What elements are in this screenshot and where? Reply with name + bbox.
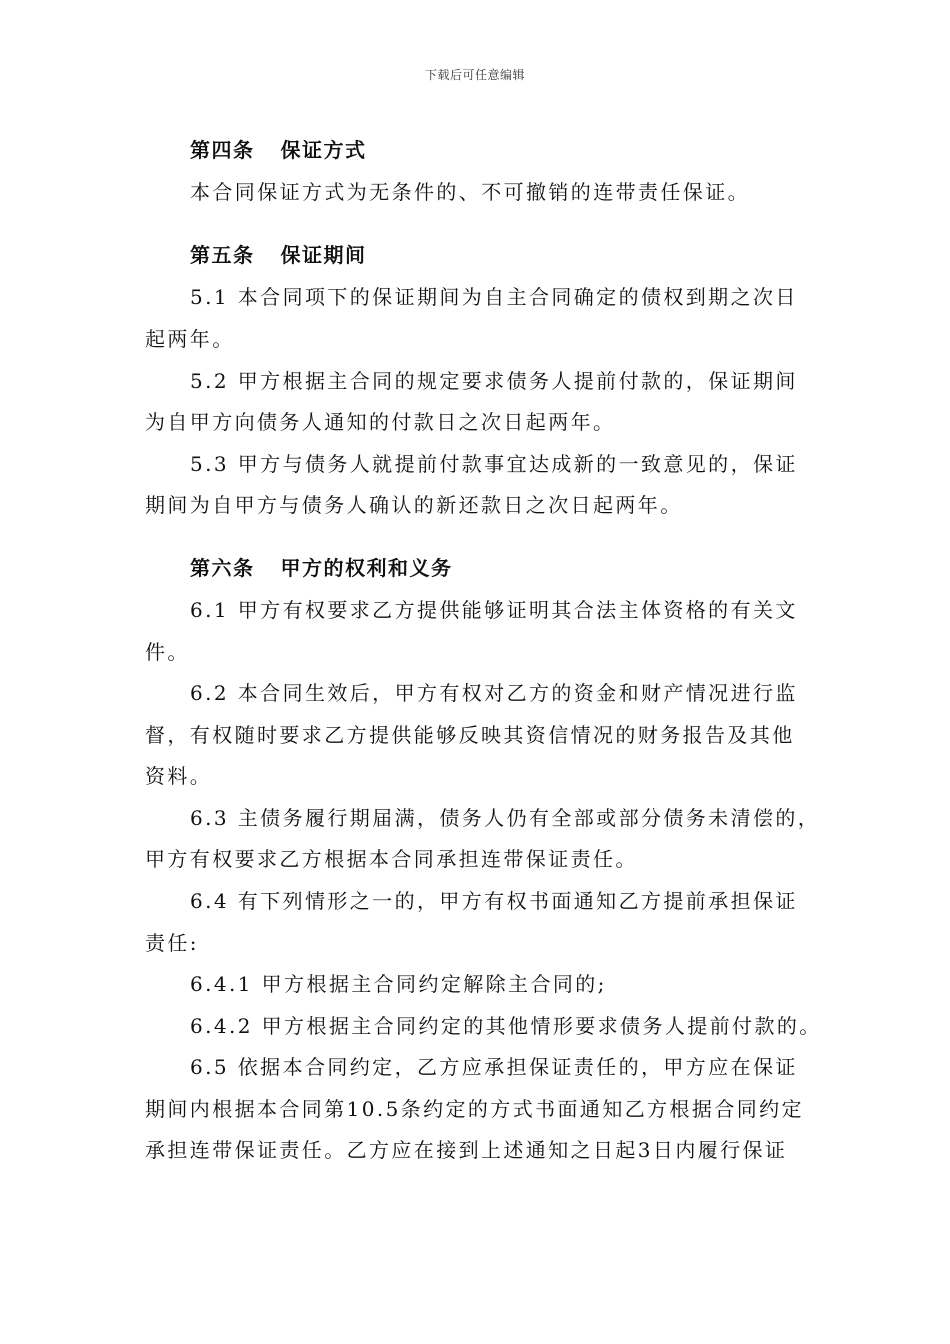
article6-number: 第六条 [190, 556, 255, 580]
clause-6-4-line1: 6.4 有下列情形之一的，甲方有权书面通知乙方提前承担保证 [190, 889, 798, 913]
clause-5-3-line2: 期间为自甲方与债务人确认的新还款日之次日起两年。 [145, 493, 683, 517]
article5-title: 保证期间 [280, 243, 367, 267]
clause-5-1-line2: 起两年。 [145, 327, 235, 351]
clause-6-2-line2: 督，有权随时要求乙方提供能够反映其资信情况的财务报告及其他 [145, 723, 795, 747]
clause-5-2-line1: 5.2 甲方根据主合同的规定要求债务人提前付款的，保证期间 [190, 369, 798, 393]
clause-5-3-line1: 5.3 甲方与债务人就提前付款事宜达成新的一致意见的，保证 [190, 452, 798, 476]
article4-title: 保证方式 [280, 138, 367, 162]
article4-number: 第四条 [190, 138, 255, 162]
article5-heading [190, 242, 367, 268]
clause-6-5-line2: 期间内根据本合同第10.5条约定的方式书面通知乙方根据合同约定 [145, 1097, 804, 1121]
clause-6-4-1: 6.4.1 甲方根据主合同约定解除主合同的; [190, 972, 607, 996]
clause-6-3-line2: 甲方有权要求乙方根据本合同承担连带保证责任。 [145, 847, 638, 871]
article4-body: 本合同保证方式为无条件的、不可撤销的连带责任保证。 [190, 180, 750, 204]
clause-6-2-line1: 6.2 本合同生效后，甲方有权对乙方的资金和财产情况进行监 [190, 681, 798, 705]
clause-6-1-line1: 6.1 甲方有权要求乙方提供能够证明其合法主体资格的有关文 [190, 598, 798, 622]
clause-5-2-line2: 为自甲方向债务人通知的付款日之次日起两年。 [145, 410, 616, 434]
clause-5-1-line1: 5.1 本合同项下的保证期间为自主合同确定的债权到期之次日 [190, 285, 798, 309]
clause-6-2-line3: 资料。 [145, 764, 213, 788]
article5-number: 第五条 [190, 243, 255, 267]
clause-6-4-line2: 责任: [145, 931, 199, 955]
article6-title: 甲方的权利和义务 [280, 556, 453, 580]
header-note: 下载后可任意编辑 [424, 68, 525, 82]
clause-6-3-line1: 6.3 主债务履行期届满，债务人仍有全部或部分债务未清偿的， [190, 806, 821, 830]
clause-6-5-line1: 6.5 依据本合同约定，乙方应承担保证责任的，甲方应在保证 [190, 1055, 798, 1079]
clause-6-5-line3: 承担连带保证责任。乙方应在接到上述通知之日起3日内履行保证 [145, 1138, 788, 1162]
clause-6-1-line2: 件。 [145, 640, 190, 664]
article6-heading [190, 555, 453, 581]
clause-6-4-2: 6.4.2 甲方根据主合同约定的其他情形要求债务人提前付款的。 [190, 1014, 822, 1038]
article4-heading [190, 137, 367, 163]
